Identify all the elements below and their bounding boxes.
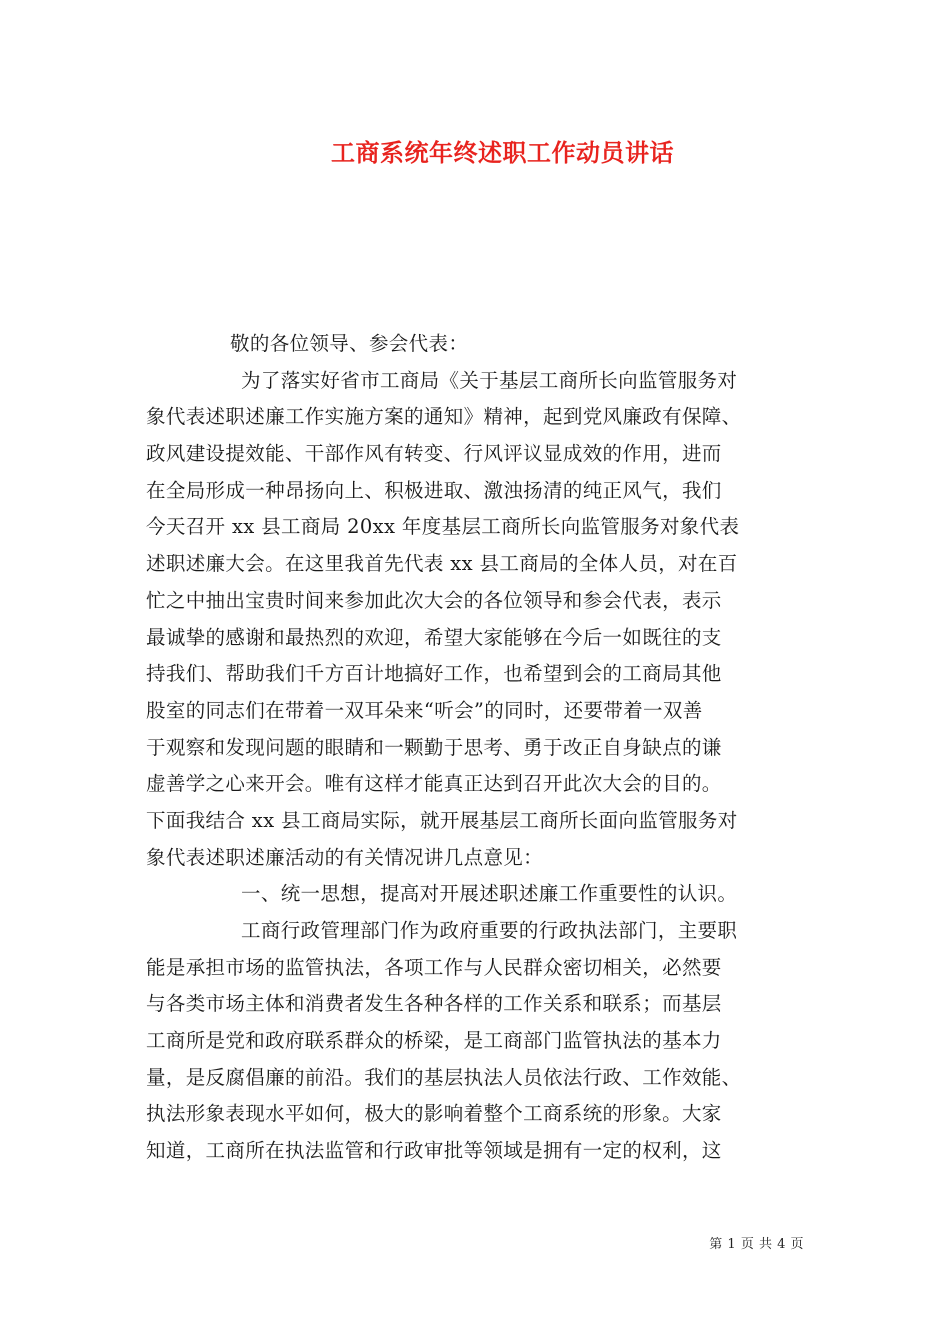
paragraph-line: 工商所是党和政府联系群众的桥梁，是工商部门监管执法的基本力 — [146, 1029, 722, 1053]
page-number: 第 1 页 共 4 页 — [709, 1237, 804, 1252]
paragraph-line: 政风建设提效能、干部作风有转变、行风评议显成效的作用，进而 — [146, 442, 722, 466]
paragraph-line: 象代表述职述廉活动的有关情况讲几点意见： — [146, 845, 544, 869]
paragraph-line: 象代表述职述廉工作实施方案的通知》精神，起到党风廉政有保障、 — [146, 405, 742, 429]
paragraph-line: 为了落实好省市工商局《关于基层工商所长向监管服务对 — [241, 368, 738, 392]
paragraph-line: 工商行政管理部门作为政府重要的行政执法部门，主要职 — [241, 919, 738, 942]
paragraph-line: 持我们、帮助我们千方百计地搞好工作，也希望到会的工商局其他 — [146, 662, 722, 686]
paragraph-line: 能是承担市场的监管执法，各项工作与人民群众密切相关，必然要 — [146, 955, 722, 979]
salutation-line: 敬的各位领导、参会代表： — [230, 332, 469, 355]
paragraph-line: 与各类市场主体和消费者发生各种各样的工作关系和联系；而基层 — [146, 992, 722, 1016]
paragraph-line: 忙之中抽出宝贵时间来参加此次大会的各位领导和参会代表，表示 — [146, 588, 722, 612]
paragraph-line: 下面我结合 xx 县工商局实际，就开展基层工商所长面向监管服务对 — [146, 808, 738, 832]
paragraph-line: 股室的同志们在带着一双耳朵来“听会”的同时，还要带着一双善 — [146, 698, 703, 722]
paragraph-line: 述职述廉大会。在这里我首先代表 xx 县工商局的全体人员，对在百 — [146, 552, 738, 576]
paragraph-line: 虚善学之心来开会。唯有这样才能真正达到召开此次大会的目的。 — [146, 772, 722, 796]
section-heading: 一、统一思想，提高对开展述职述廉工作重要性的认识。 — [241, 882, 738, 906]
paragraph-line: 最诚挚的感谢和最热烈的欢迎，希望大家能够在今后一如既往的支 — [146, 625, 722, 649]
paragraph-line: 知道，工商所在执法监管和行政审批等领域是拥有一定的权利，这 — [146, 1139, 722, 1163]
paragraph-line: 在全局形成一种昂扬向上、积极进取、激浊扬清的纯正风气，我们 — [146, 478, 722, 502]
paragraph-line: 于观察和发现问题的眼睛和一颗勤于思考、勇于改正自身缺点的谦 — [146, 735, 722, 759]
paragraph-line: 今天召开 xx 县工商局 20xx 年度基层工商所长向监管服务对象代表 — [146, 515, 740, 539]
paragraph-line: 执法形象表现水平如何，极大的影响着整个工商系统的形象。大家 — [146, 1102, 722, 1126]
paragraph-line: 量，是反腐倡廉的前沿。我们的基层执法人员依法行政、工作效能、 — [146, 1065, 742, 1089]
document-body — [146, 326, 808, 1170]
document-title: 工商系统年终述职工作动员讲话 — [331, 138, 674, 167]
